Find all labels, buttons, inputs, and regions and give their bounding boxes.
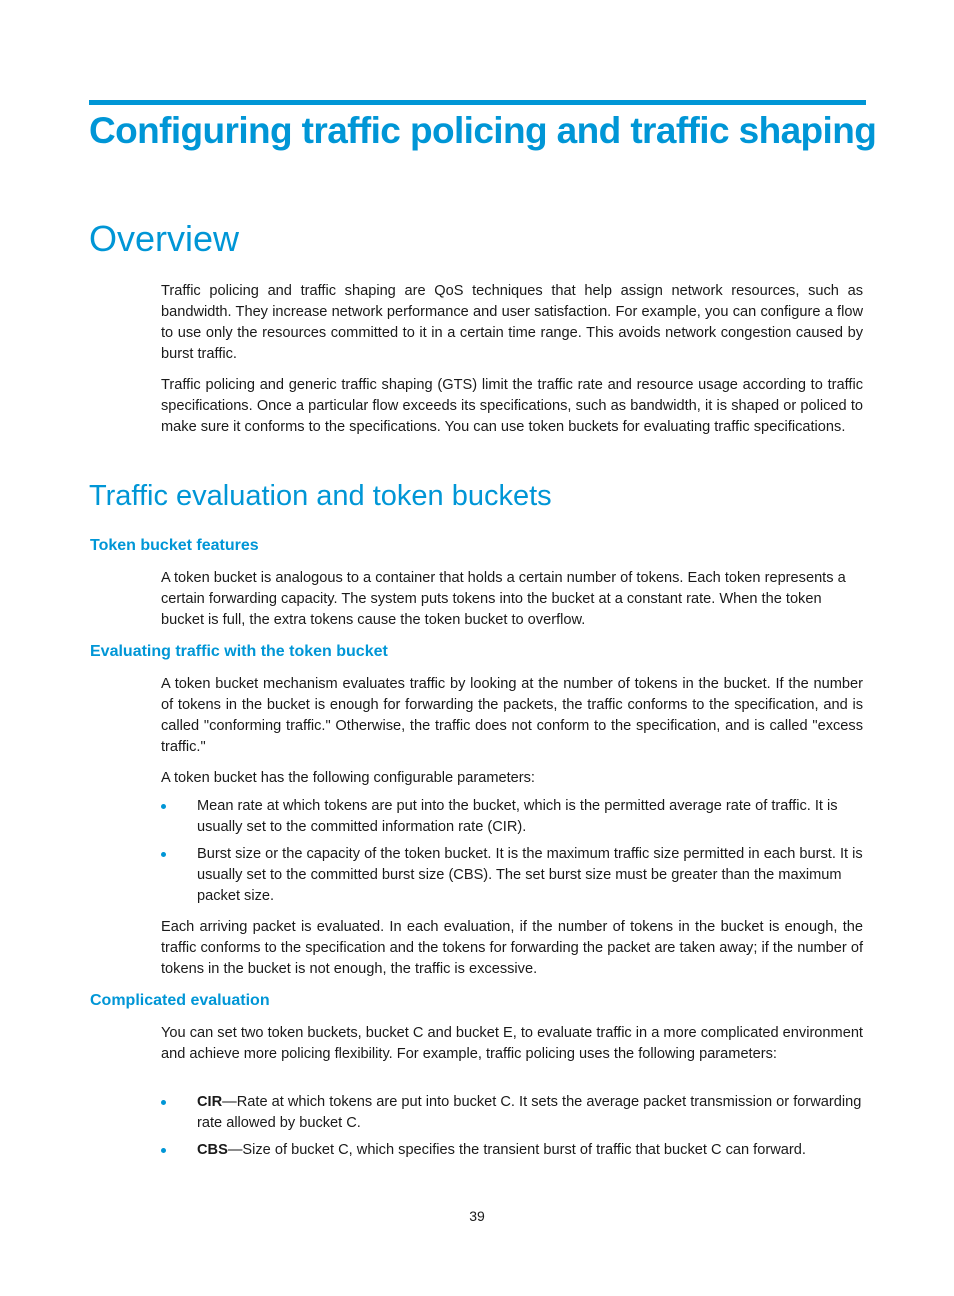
list-item: Mean rate at which tokens are put into the bucket, which is the permitted average rate of traffic. It is usually set to the committed information rate (CIR).	[161, 796, 863, 838]
evaluating-traffic-heading: Evaluating traffic with the token bucket	[90, 643, 388, 660]
list-item	[161, 1092, 863, 1134]
evaluation-text: Each arriving packet is evaluated. In each evaluation, if the number of tokens in the bucket is enough, the traffic conforms to the specification and the tokens for forwarding the packet are taken away; if the number of tokens in the bucket is not enough, the traffic is excessive.	[161, 919, 863, 977]
bullet-icon	[161, 1100, 166, 1105]
overview-heading: Overview	[89, 218, 240, 259]
list-item	[161, 1140, 863, 1161]
token-bucket-features-heading: Token bucket features	[90, 537, 259, 554]
chapter-rule	[89, 100, 866, 105]
evaluating-traffic-text: A token bucket mechanism evaluates traffic by looking at the number of tokens in the bucket. If the number of tokens in the bucket is enough for forwarding the packets, the traffic conforms to the specification, and is called "conforming traffic." Otherwise, the traffic does not conform to the specification, and is called "excess traffic."	[161, 676, 863, 755]
term-cir-description: —Rate at which tokens are put into bucket C. It sets the average packet transmission or forwarding rate allowed by bucket C.	[197, 1094, 862, 1131]
token-bucket-features-text: A token bucket is analogous to a container that holds a certain number of tokens. Each token represents a certain forwarding capacity. The system puts tokens into the bucket at a constant rate. When the token bucket is full, the extra tokens cause the token bucket to overflow.	[161, 570, 846, 628]
chapter-title: Configuring traffic policing and traffic shaping	[89, 110, 877, 151]
complicated-evaluation-text: You can set two token buckets, bucket C and bucket E, to evaluate traffic in a more complicated environment and achieve more policing flexibility. For example, traffic policing uses the following parameters:	[161, 1025, 863, 1062]
parameters-intro: A token bucket has the following configurable parameters:	[161, 770, 535, 786]
page-number: 39	[469, 1208, 485, 1224]
overview-paragraph-2: Traffic policing and generic traffic shaping (GTS) limit the traffic rate and resource usage according to traffic specifications. Once a particular flow exceeds its specifications, such as bandwidth, it is shaped or policed to make sure it conforms to the specifications. You can use token buckets for evaluating traffic specifications.	[161, 377, 863, 435]
list-item: Burst size or the capacity of the token bucket. It is the maximum traffic size permitted in each burst. It is usually set to the committed burst size (CBS). The set burst size must be greater than the maximum packet size.	[161, 844, 863, 907]
term-cbs: CBS	[197, 1142, 228, 1158]
bullet-icon	[161, 1148, 166, 1153]
policing-parameter-list	[161, 1092, 863, 1167]
bullet-icon	[161, 804, 166, 809]
bullet-icon	[161, 852, 166, 857]
parameter-list	[161, 796, 863, 913]
complicated-evaluation-heading: Complicated evaluation	[90, 992, 270, 1009]
section-heading: Traffic evaluation and token buckets	[89, 480, 552, 512]
term-cir: CIR	[197, 1094, 223, 1110]
overview-paragraph-1: Traffic policing and traffic shaping are QoS techniques that help assign network resources, such as bandwidth. They increase network performance and user satisfaction. For example, you can configure a flow to use only the resources committed to it in a certain time range. This avoids network congestion caused by burst traffic.	[161, 283, 863, 362]
term-cbs-description: —Size of bucket C, which specifies the transient burst of traffic that bucket C can forward.	[227, 1142, 806, 1158]
